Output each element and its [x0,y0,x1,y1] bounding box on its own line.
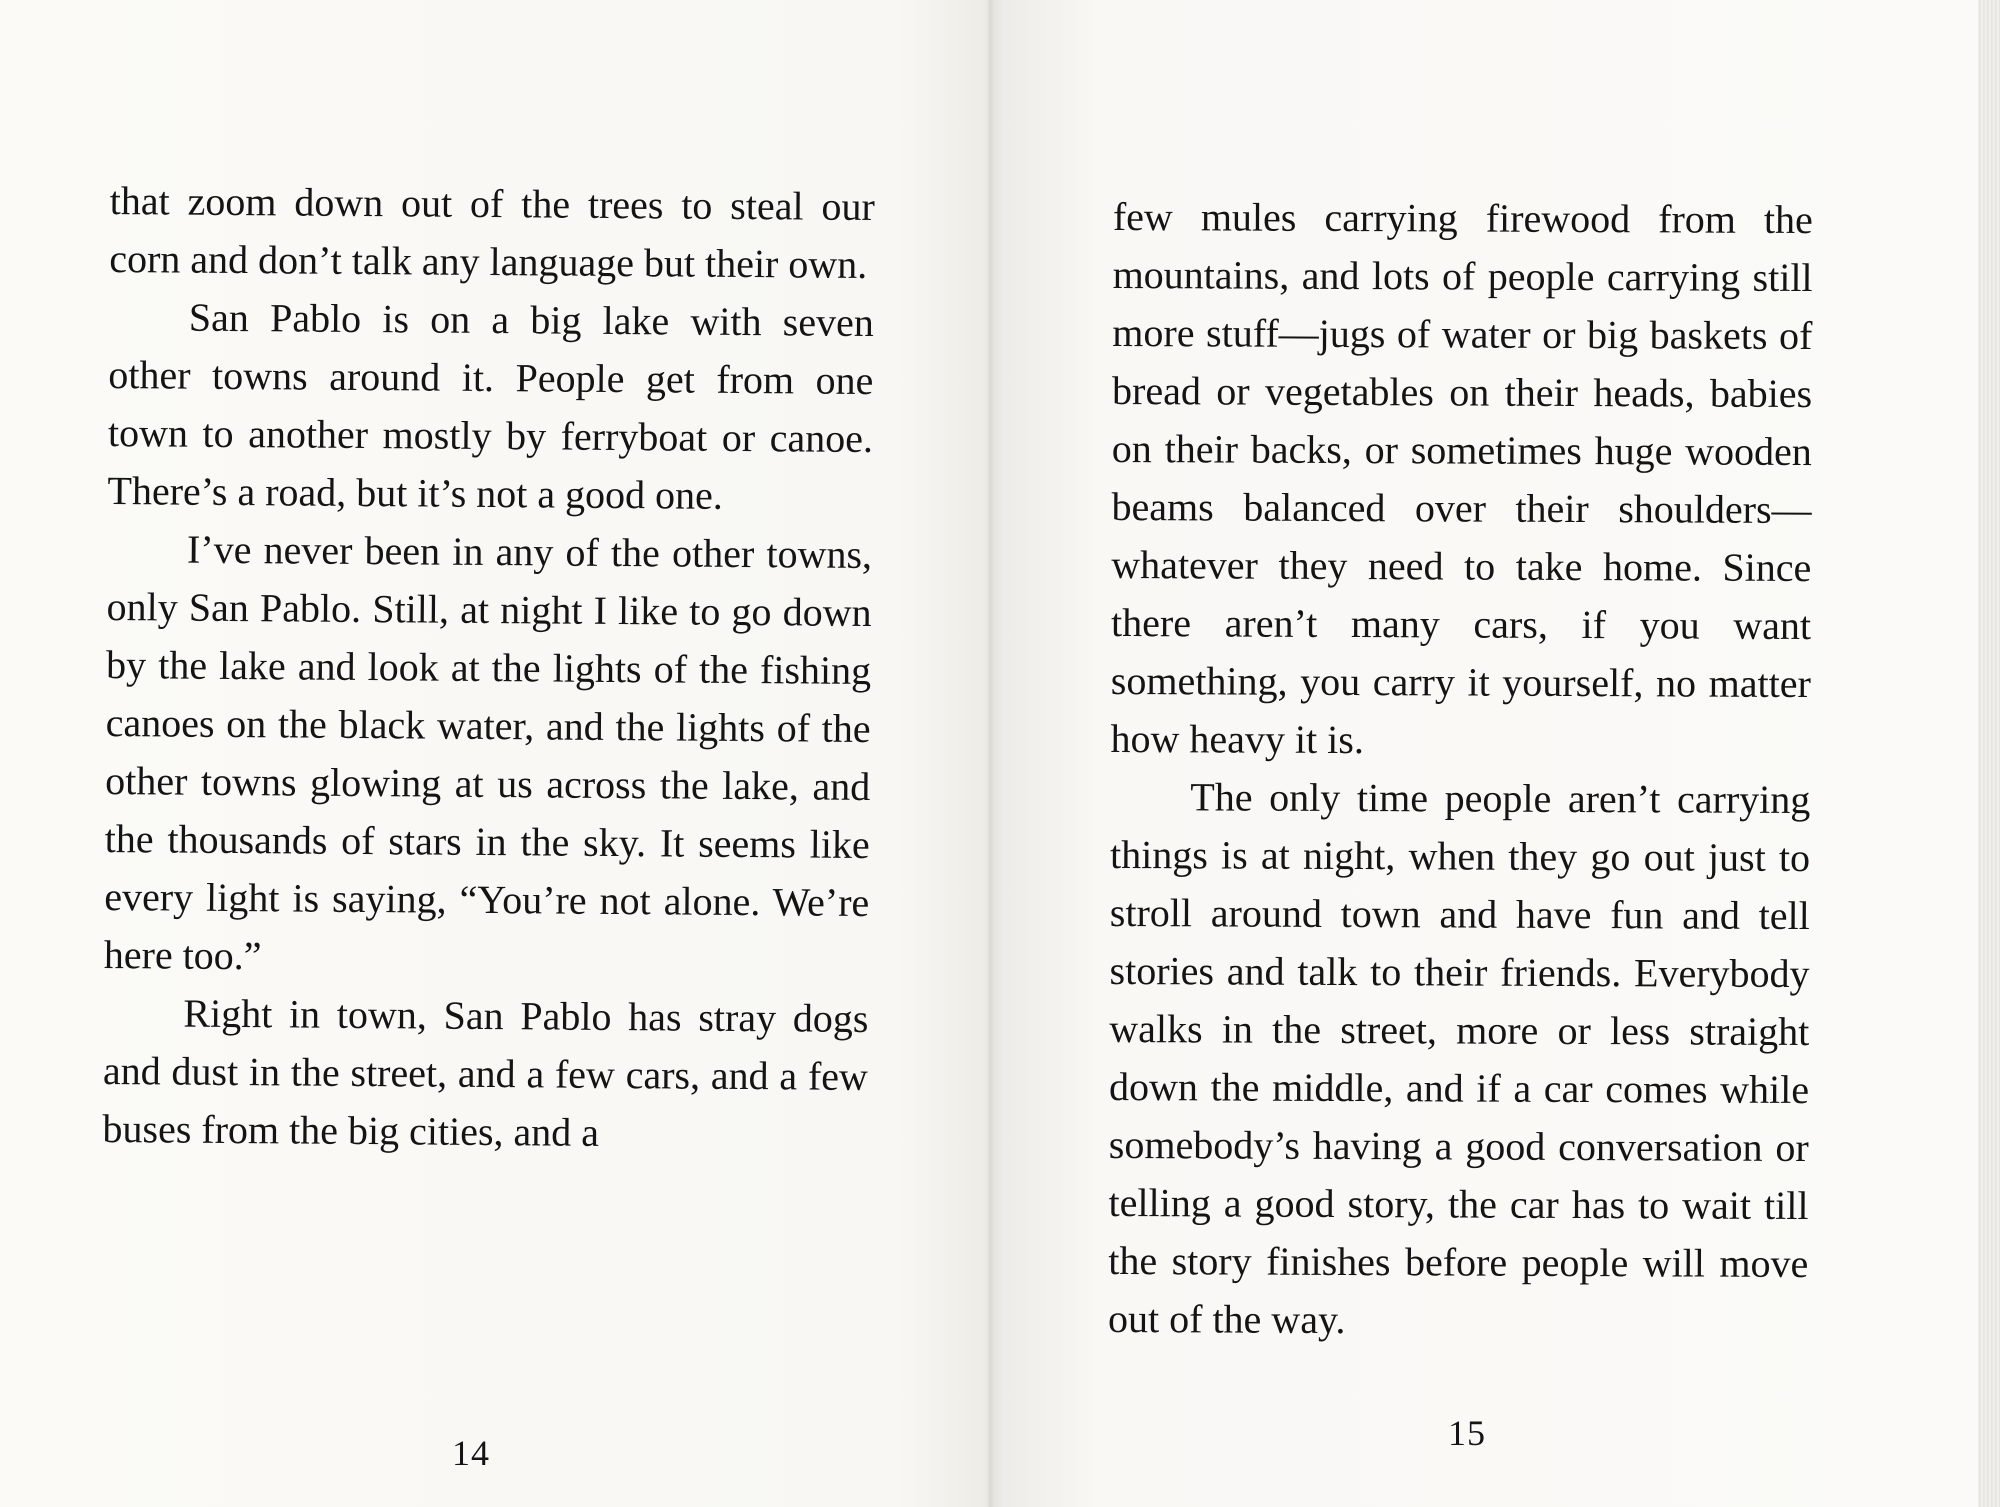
right-page-text [1108,188,1813,1351]
paragraph: San Pablo is on a big lake with seven other towns around it. People get from one town to another mostly by ferryboat or canoe. There’s a road, but it’s not a good one. [107,294,875,518]
book-gutter [987,0,993,1507]
page-number: 14 [452,1433,490,1473]
page-number: 15 [1448,1413,1486,1453]
paragraph: The only time people aren’t carrying things is at night, when they go out just to stroll around town and have fun and tell stories and talk to their friends. Everybody walks in the street, more or less straight down the middle, and if a car comes while somebody’s having a good conversation or telling a good story, the car has to wait till the story finishes before people will move out of the way. [1107,774,1811,1343]
paragraph: that zoom down out of the trees to steal our corn and don’t talk any language but their own. [109,177,875,287]
paragraph: few mules carrying firewood from the mountains, and lots of people carrying still more stuff—jugs of water or big baskets of bread or vegetables on their heads, babies on their backs, or sometimes huge wooden beams balanced over their shoulders—whatever they need to take home. Since there aren’t many cars, if you want something, you carry it yourself, no matter how heavy it is. [1110,193,1813,763]
paragraph: Right in town, San Pablo has stray dogs and dust in the street, and a few cars, and a few buses from the big cities, and a [102,990,869,1155]
paragraph: I’ve never been in any of the other towns, only San Pablo. Still, at night I like to go down by the lake and look at the lights of the fishing canoes on the black water, and the lights of the other towns glowing at us across the lake, and the thousands of stars in the sky. It seems like every light is saying, “You’re not alone. We’re here too.” [103,526,873,979]
right-page [995,0,2000,1507]
left-page-text [102,172,875,1164]
left-page [0,0,985,1507]
